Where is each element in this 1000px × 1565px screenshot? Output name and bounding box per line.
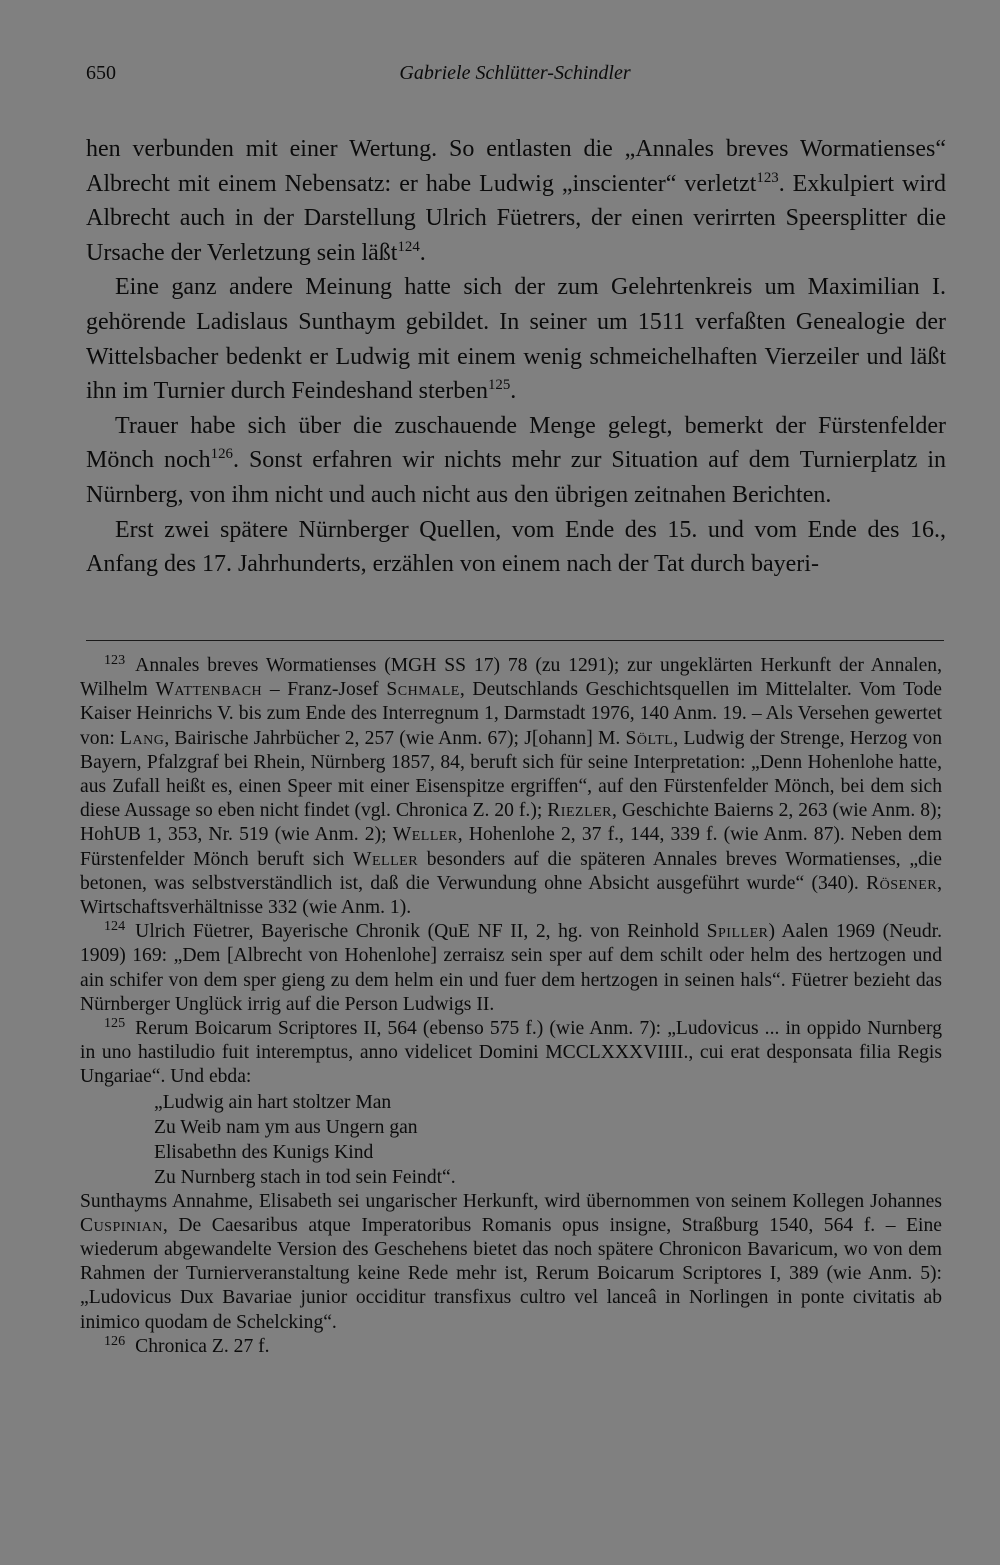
footnote-124 (80, 920, 942, 1017)
footnote-number: 125 (104, 1015, 126, 1031)
text-run: , Wirtschaftsverhältnisse 332 (wie Anm. 1). (80, 872, 942, 919)
footnote-126 (80, 1332, 942, 1359)
author-name: Riezler (547, 800, 613, 822)
text-run: , Ludwig der Strenge, Herzog von Bayern, Pfalzgraf bei Rhein, Nürnberg 1857, 84, beruft sich für seine Interpretation: „Denn Hohenlohe hatte, aus Zufall heißt es, einen Speer mit einer Eisenspitze ergriffen“, auf den Fürstenfelder Mönch, bei dem sich diese Aussage so eben nicht findet (vgl. Chronica Z. 20 f.); (80, 727, 942, 822)
author-name: Lang (120, 727, 165, 749)
author-name: Cuspinian (80, 1214, 163, 1236)
footnote-number: 124 (104, 918, 126, 935)
text-run: – Franz-Josef (262, 679, 387, 701)
author-name: Spiller (706, 921, 769, 943)
text-run: , Deutschlands Geschichtsquellen im Mittelalter. Vom Tode Kaiser Heinrichs V. bis zum Ende des Interregnum 1, Darmstadt 1976, 140 Anm. 19. – Als Versehen gewertet von: (80, 679, 942, 749)
text-run: , Geschichte Baierns 2, 263 (wie Anm. 8); HohUB 1, 353, Nr. 519 (wie Anm. 2); (80, 800, 942, 846)
text-run: Rerum Boicarum Scriptores II, 564 (ebenso 575 f.) (wie Anm. 7): „Ludovicus ... in oppido Nurnberg in uno hastiludio fuit interemptus, anno videlicet Domini MCCLXXXVIIII., cui erat desponsata filia Regis Ungariae“. Und ebda: (80, 1018, 942, 1088)
footnote-ref: 126 (210, 446, 233, 463)
author-name: Schmale (386, 679, 460, 701)
author-name: Wattenbach (155, 679, 263, 701)
text-run: Chronica Z. 27 f. (135, 1335, 270, 1357)
text-run: Sunthayms Annahme, Elisabeth sei ungarischer Herkunft, wird übernommen von seinem Kollegen Johannes (80, 1190, 942, 1212)
paragraph (86, 132, 946, 270)
text-run: Ulrich Füetrer, Bayerische Chronik (QuE NF II, 2, hg. von Reinhold (135, 921, 707, 943)
text-run: . Exkulpiert wird Albrecht auch in der Darstellung Ulrich Füetrers, der einen verirrten Speersplitter die Ursache der Verletzung sein läßt (86, 170, 946, 266)
verse-line: Zu Nurnberg stach in tod sein Feindt“. (154, 1166, 456, 1188)
text-run: Trauer habe sich über die zuschauende Menge gelegt, bemerkt der Fürstenfelder Mönch noch (86, 412, 946, 474)
running-title: Gabriele Schlütter-Schindler (399, 62, 631, 84)
text-run: hen verbunden mit einer Wertung. So entlasten die „Annales breves Wormatienses“ Albrecht mit einem Nebensatz: er habe Ludwig „inscienter“ verletzt (86, 136, 946, 197)
page-header (86, 62, 944, 96)
paragraph (86, 270, 946, 408)
footnotes (80, 651, 942, 1359)
text-run: , Hohenlohe 2, 37 f., 144, 339 f. (wie Anm. 87). Neben dem Fürstenfelder Mönch beruft sich (80, 824, 942, 870)
footnote-125-continued (80, 1190, 942, 1335)
main-text (86, 132, 946, 582)
text-run: Annales breves Wormatienses (MGH SS 17) 78 (zu 1291); zur ungeklärten Herkunft der Annalen, Wilhelm (80, 655, 942, 701)
verse-line: Elisabethn des Kunigs Kind (154, 1141, 374, 1163)
paragraph (86, 409, 946, 513)
text-run: . (510, 378, 517, 405)
paragraph: Erst zwei spätere Nürnberger Quellen, vom Ende des 15. und vom Ende des 16., Anfang des 17. Jahrhunderts, erzählen von einem nach der Tat durch bayeri- (86, 516, 946, 578)
footnote-number: 123 (104, 651, 126, 668)
text-run: , Bairische Jahrbücher 2, 257 (wie Anm. 67); J[ohann] M. (164, 727, 626, 749)
text-run: . Sonst erfahren wir nichts mehr zur Situation auf dem Turnierplatz in Nürnberg, von ihm nicht und auch nicht aus den übrigen zeitnahen Berichten. (86, 447, 946, 508)
verse-line: „Ludwig ain hart stoltzer Man (154, 1091, 392, 1113)
author-name: Weller (353, 848, 419, 870)
author-name: Rösener (866, 872, 938, 894)
verse-line: Zu Weib nam ym aus Ungern gan (154, 1116, 418, 1138)
footnote-125 (80, 1017, 942, 1090)
footnote-rule (86, 640, 944, 641)
text-run: , De Caesaribus atque Imperatoribus Romanis opus insigne, Straßburg 1540, 564 f. – Eine wiederum abgewandelte Version des Geschehens bietet das noch spätere Chronicon Bavaricum, wo von dem Rahmen der Turnierveranstaltung keine Rede mehr ist, Rerum Boicarum Scriptores I, 389 (wie Anm. 5): „Ludovicus Dux Bavariae junior occiditur transfixus cultro vel lanceâ in Norlingen in ponte civitatis ab inimico quodam de Schelcking“. (80, 1214, 942, 1333)
footnote-ref: 124 (397, 238, 420, 255)
footnote-ref: 125 (487, 376, 511, 393)
footnote-123 (80, 651, 942, 920)
text-run: ) Aalen 1969 (Neudr. 1909) 169: „Dem [Albrecht von Hohenlohe] zerraisz sein sper auf dem schilt oder helm des hertzogen und ain schifer von dem sper gieng zu dem helm ein und fuer dem hertzogen in seinen hals“. Füetrer bezieht das Nürnberger Unglück irrig auf die Person Ludwigs II. (80, 921, 942, 1015)
author-name: Weller (392, 824, 458, 846)
text-run: besonders auf die späteren Annales breves Wormatienses, „die betonen, was selbstverständlich ist, daß die Verwundung ohne Absicht ausgeführt wurde“ (340). (80, 848, 942, 894)
text-run: Eine ganz andere Meinung hatte sich der zum Gelehrtenkreis um Maximilian I. gehörende Ladislaus Sunthaym gebildet. In seiner um 1511 verfaßten Genealogie der Wittelsbacher bedenkt er Ludwig mit einem wenig schmeichelhaften Vierzeiler und läßt ihn im Turnier durch Feindeshand sterben (86, 274, 946, 405)
footnote-number: 126 (104, 1332, 126, 1349)
text-run: . (419, 239, 426, 266)
author-name: Söltl (625, 727, 674, 749)
footnote-ref: 123 (756, 169, 779, 186)
page-number: 650 (86, 62, 116, 84)
verse-quotation (80, 1090, 942, 1190)
